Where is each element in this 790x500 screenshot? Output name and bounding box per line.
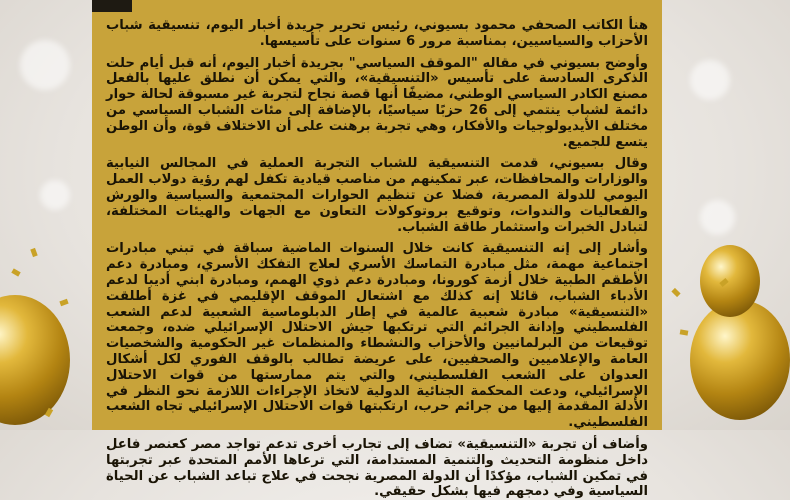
background-bokeh [690,60,730,100]
confetti [680,329,689,335]
gold-balloon-left [0,295,70,425]
background-bokeh [700,200,735,235]
gold-balloon-right [690,300,790,420]
background-bokeh [40,180,70,210]
article-paragraph-2: وأوضح بسيوني في مقاله "الموقف السياسي" بجريدة أخبار اليوم، أنه قبل أيام حلت الذكرى السادسة على تأسيس «التنسيقية»، والتي يمكن أن نطلق عليها بالفعل مصنع الكادر السياسي الوطني، مضيفًا أنها قصة نجاح لتجربة غير مسبوقة لحالة حوار دائمة لشباب ينتمي إلى 26 حزبًا سياسيًا، بالإضافة إلى مئات الشباب السياسي من مختلف الأيديولوجيات والأفكار، وهي تجربة برهنت على أن الاختلاف قوة، وأن الوطن يتسع للجميع. [106,55,648,150]
article-paragraph-3: وقال بسيوني، قدمت التنسيقية للشباب التجربة العملية في المجالس النيابية والوزارات والمحافظات، عبر تمكينهم من مناصب قيادية تكفل لهم رؤية دولاب العمل اليومي للدولة المصرية، فضلا عن تنظيم الحوارات المجتمعية والسياسية والورش والفعاليات والندوات، وتوقيع بروتوكولات التعاون مع الجهات والهيئات المختلفة، لتبادل الخبرات واستثمار طاقة الشباب. [106,156,648,235]
article-paragraph-4: وأشار إلى إنه التنسيقية كانت خلال السنوات الماضية سباقة في تبني مبادرات اجتماعية مهمة، مثل مبادرة التماسك الأسري لعلاج التفكك الأسري، ومبادرة دعم الأطقم الطبية خلال أزمة كورونا، ومبادرة دعم ذوي الهمم، ومبادرة ابني أديبا لدعم الأدباء الشباب، قائلا إنه كذلك مع اشتعال الموقف الإقليمي في غزة أطلقت «التنسيقية» مبادرة شعبية عالمية في إطار الدبلوماسية الشعبية لدعم الشعب الفلسطيني وإدانة الجرائم التي ترتكبها جيش الاحتلال الإسرائيلي ضده، وجمعت توقيعات من البرلمانيين والأحزاب والنشطاء والمنظمات غير الحكومية والشخصيات العامة والإعلاميين والصحفيين، على عريضة تطالب بالوقف الفوري لكل أشكال العدوان على الشعب الفلسطيني، والتي يتم ممارستها من قوات الاحتلال الإسرائيلي، ودعت المحكمة الجنائية الدولية لاتخاذ الإجراءات اللازمة نحو النظر في الأدلة المقدمة إليها من جرائم حرب، ارتكبتها قوات الاحتلال الإسرائيلي تجاه الشعب الفلسطيني. [106,241,648,431]
confetti [59,299,68,306]
article-paragraph-5: وأضاف أن تجربة «التنسيقية» تضاف إلى تجارب أخرى تدعم تواجد مصر كعنصر فاعل داخل منظومة التحديث والتنمية المستدامة، التي ترعاها الأمم المتحدة عبر تجربتها في تمكين الشباب، مؤكدًا أن الدولة المصرية نجحت في علاج تباعد الشباب عن الحياة السياسية وفي دمجهم فيها بشكل حقيقي. [106,436,648,500]
confetti [671,288,680,297]
confetti [11,268,20,276]
article-paragraph-1: هنأ الكاتب الصحفي محمود بسيوني، رئيس تحرير جريدة أخبار اليوم، تنسيقية شباب الأحزاب والسياسيين، بمناسبة مرور 6 سنوات على تأسيسها. [106,18,648,49]
background-bokeh [20,40,70,90]
confetti [30,248,37,257]
panel-corner-accent [92,0,132,12]
gold-balloon-right-small [700,245,760,317]
article-panel [92,0,662,500]
